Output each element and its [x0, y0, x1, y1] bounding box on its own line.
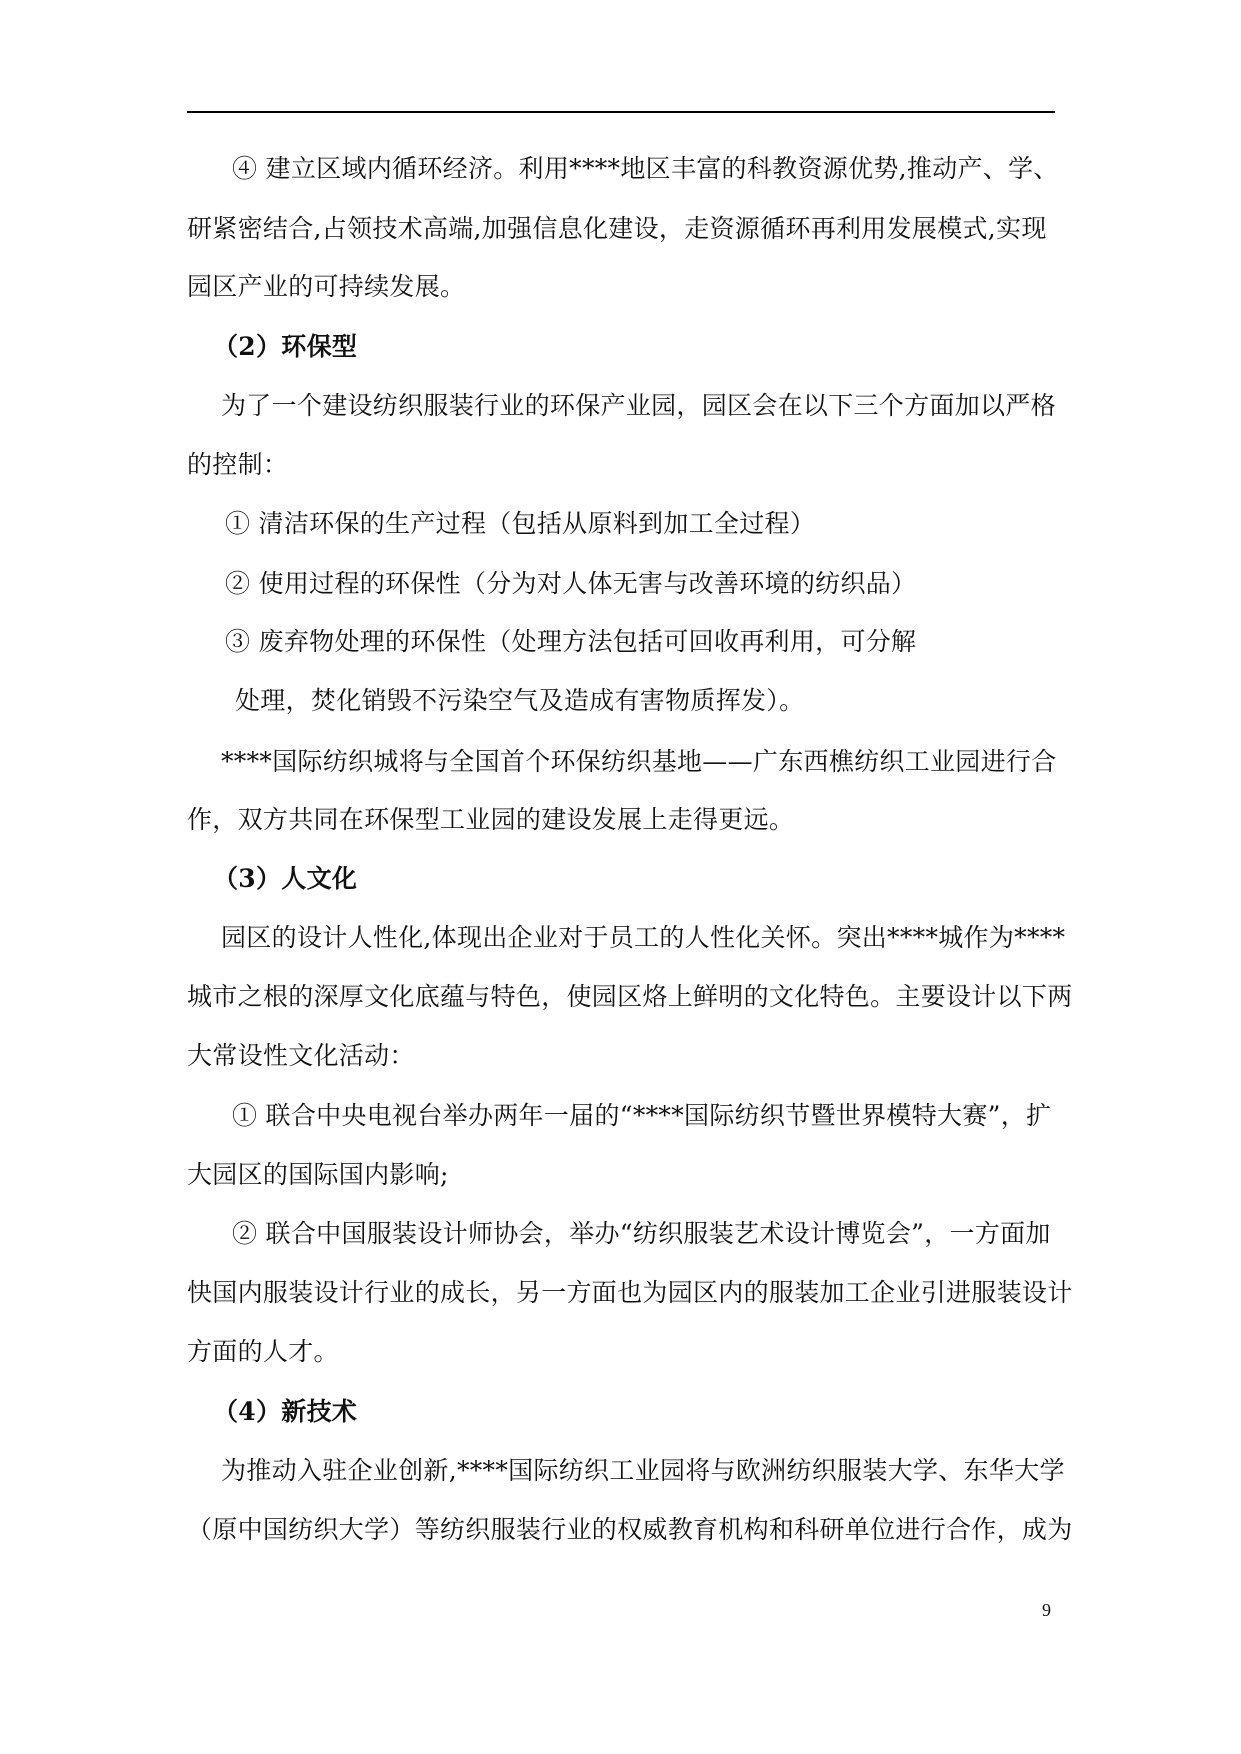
text-line: 作，双方共同在环保型工业园的建设发展上走得更远。	[187, 805, 795, 834]
section-heading: （4）新技术	[213, 1397, 358, 1426]
text-line: 城市之根的深厚文化底蕴与特色，使园区烙上鲜明的文化特色。主要设计以下两	[187, 982, 1073, 1011]
section-heading: （3）人文化	[213, 864, 358, 893]
text-line: 为了一个建设纺织服装行业的环保产业园，园区会在以下三个方面加以严格	[221, 391, 1056, 420]
text-line: ****国际纺织城将与全国首个环保纺织基地——广东西樵纺织工业园进行合	[221, 747, 1057, 776]
text-line: （原中国纺织大学）等纺织服装行业的权威教育机构和科研单位进行合作，成为	[187, 1515, 1073, 1544]
text-line: ① 清洁环保的生产过程（包括从原料到加工全过程）	[225, 509, 816, 538]
text-line: ③ 废弃物处理的环保性（处理方法包括可回收再利用，可分解	[225, 627, 917, 656]
text-line: 的控制：	[187, 450, 289, 479]
text-line: ② 使用过程的环保性（分为对人体无害与改善环境的纺织品）	[225, 569, 917, 598]
text-line: 大园区的国际国内影响;	[187, 1160, 449, 1189]
text-line: ① 联合中央电视台举办两年一届的“****国际纺织节暨世界模特大赛”，扩	[232, 1101, 1052, 1130]
text-line: 园区的设计人性化,体现出企业对于员工的人性化关怀。突出****城作为****	[221, 923, 1066, 952]
section-heading: （2）环保型	[213, 332, 358, 361]
header-rule	[187, 111, 1055, 113]
text-line: ④ 建立区域内循环经济。利用****地区丰富的科教资源优势,推动产、学、	[232, 154, 1059, 183]
text-line: 方面的人才。	[187, 1337, 339, 1366]
text-line: 园区产业的可持续发展。	[187, 272, 466, 301]
text-line: 研紧密结合,占领技术高端,加强信息化建设，走资源循环再利用发展模式,实现	[187, 214, 1047, 243]
text-line: 快国内服装设计行业的成长，另一方面也为园区内的服装加工企业引进服装设计	[187, 1278, 1073, 1307]
text-line: ② 联合中国服装设计师协会，举办“纺织服装艺术设计博览会”，一方面加	[232, 1219, 1051, 1248]
text-line: 大常设性文化活动：	[187, 1041, 415, 1070]
text-line: 处理，焚化销毁不污染空气及造成有害物质挥发）。	[235, 686, 805, 715]
page-number: 9	[1042, 1600, 1051, 1620]
text-line: 为推动入驻企业创新,****国际纺织工业园将与欧洲纺织服装大学、东华大学	[221, 1456, 1065, 1485]
